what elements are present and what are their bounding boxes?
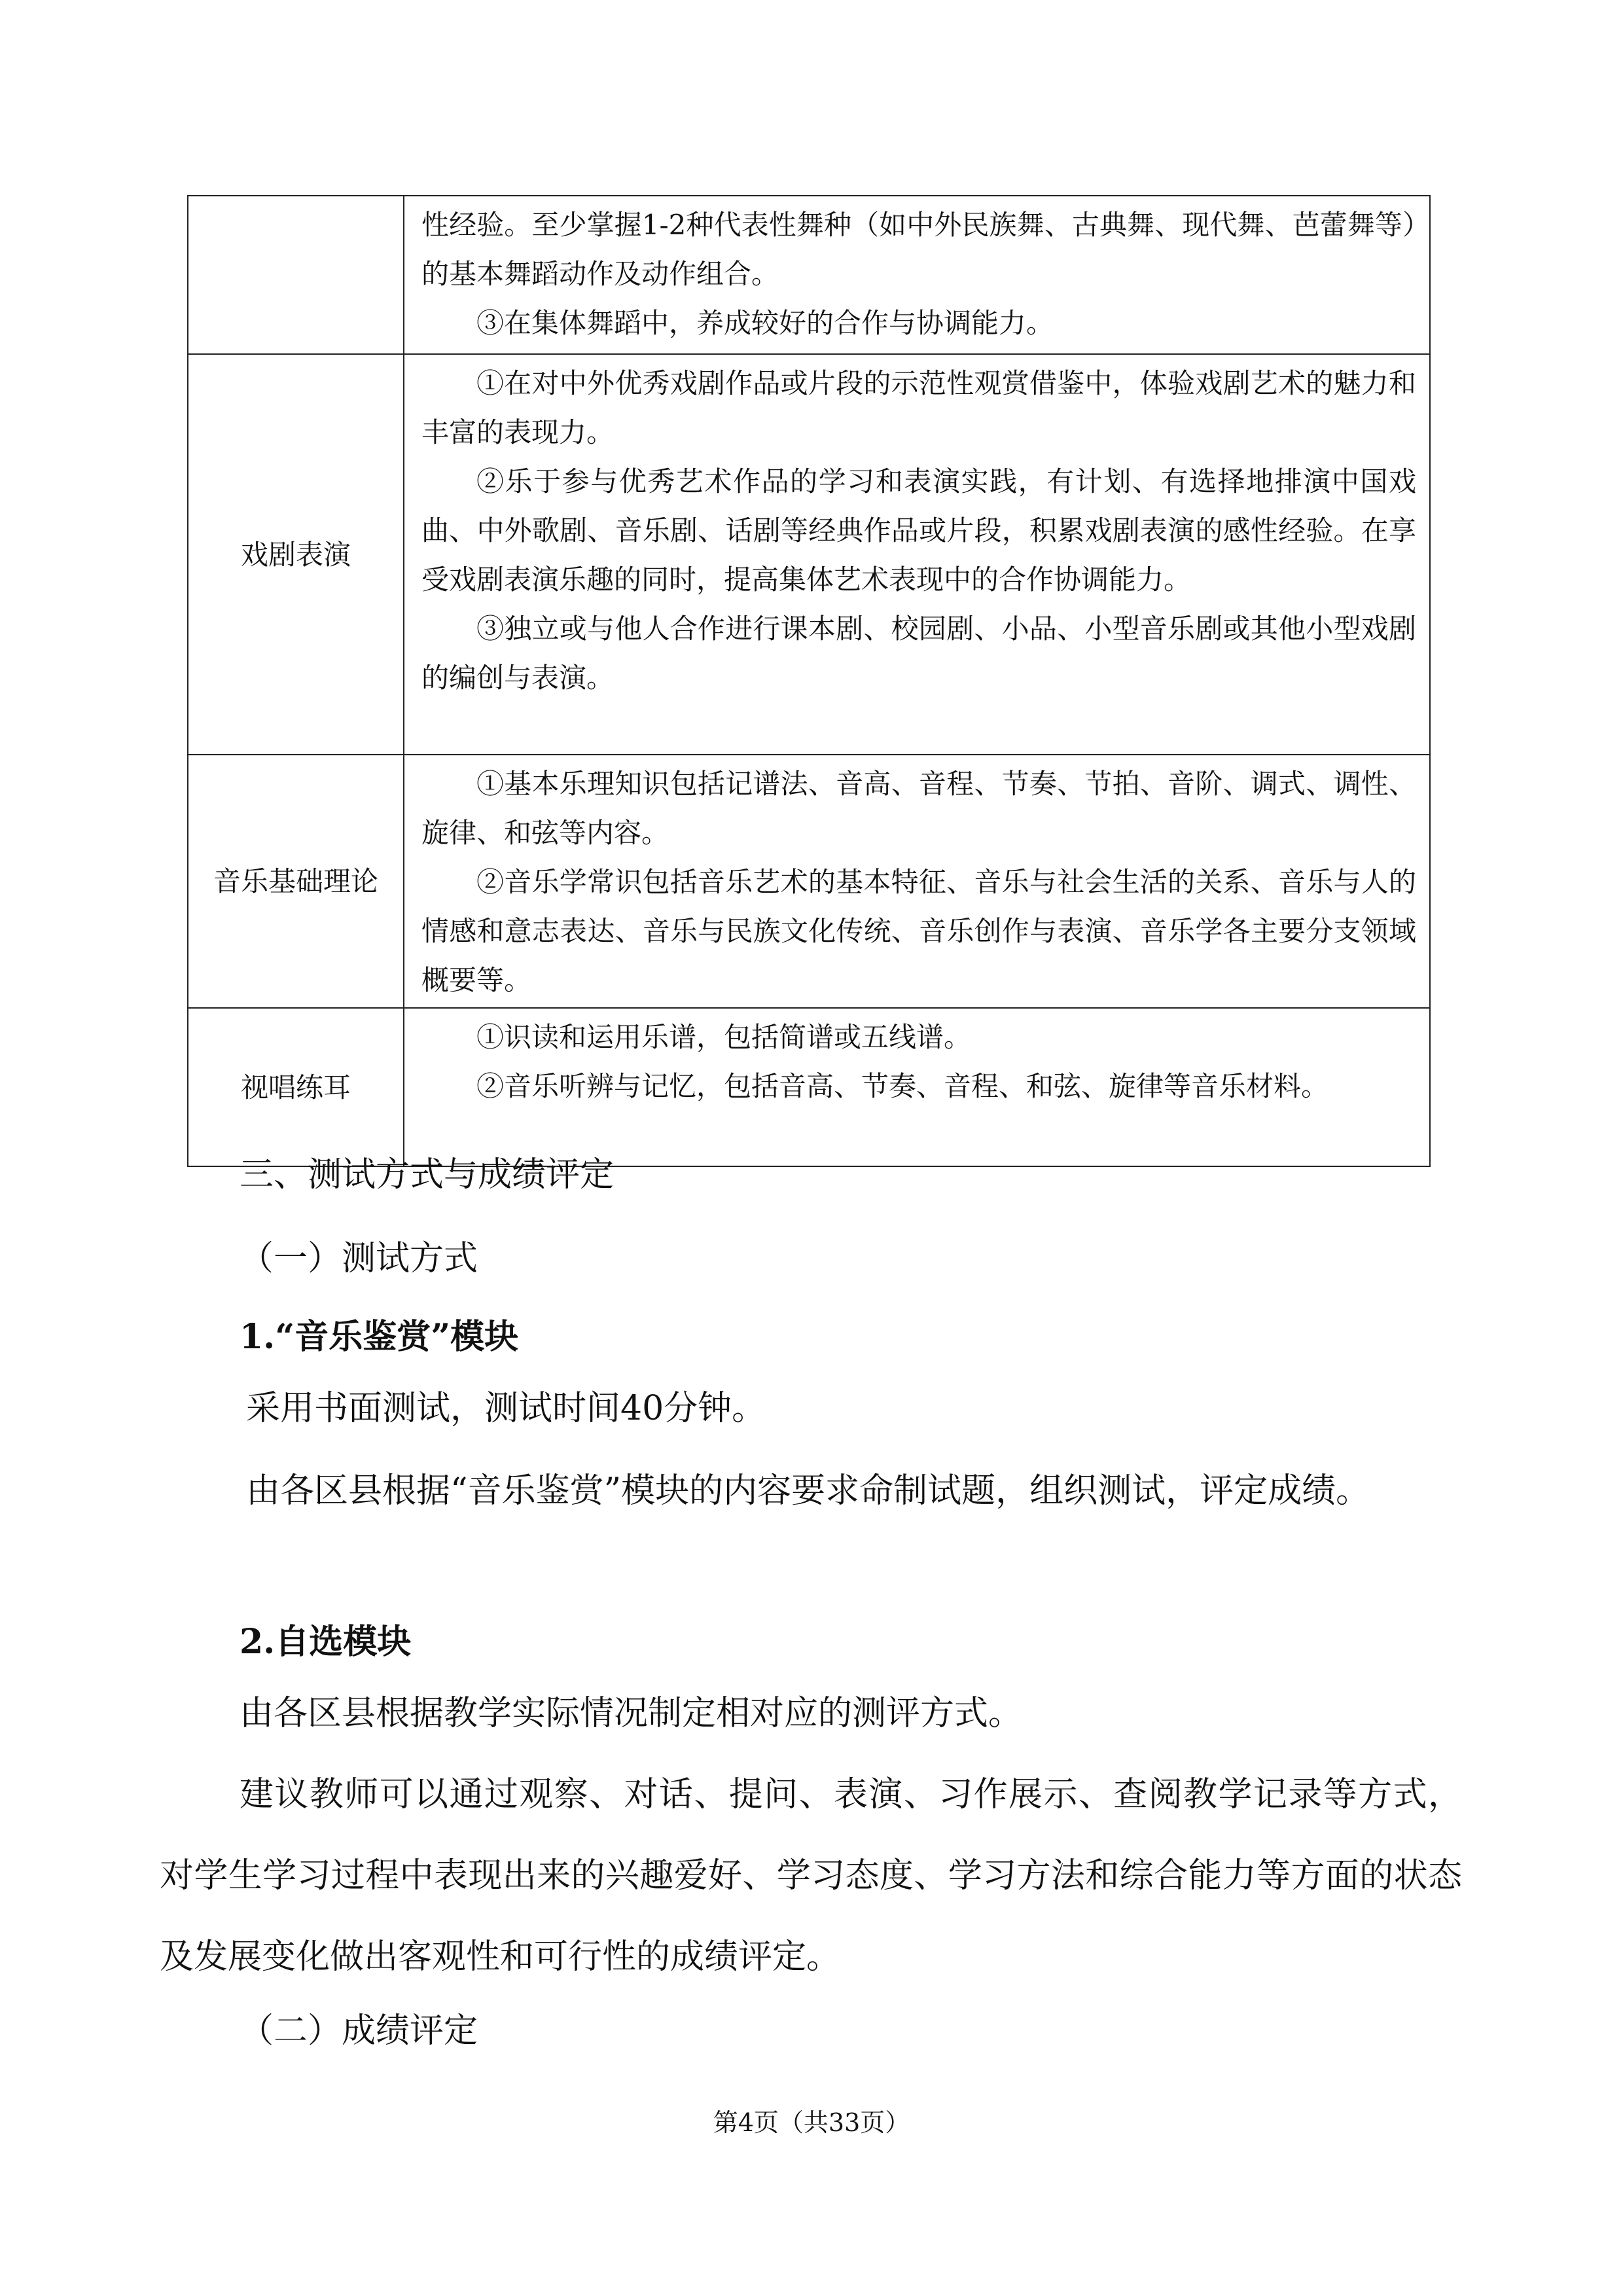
module-name-cell [188, 196, 404, 354]
description-paragraph: ①基本乐理知识包括记谱法、音高、音程、节奏、节拍、音阶、调式、调性、旋律、和弦等内容。 [421, 768, 1416, 849]
description-paragraph: ②乐于参与优秀艺术作品的学习和表演实践，有计划、有选择地排演中国戏曲、中外歌剧、音乐剧、话剧等经典作品或片段，积累戏剧表演的感性经验。在享受戏剧表演乐趣的同时，提高集体艺术表现中的合作协调能力。 [421, 465, 1416, 596]
module-name-cell: 戏剧表演 [188, 354, 404, 755]
module-description-cell [404, 1008, 1430, 1166]
body-paragraph: 采用书面测试，测试时间40分钟。 [246, 1389, 766, 1428]
subsection-title-grading: （二）成绩评定 [240, 2011, 478, 2051]
description-paragraph: ③独立或与他人合作进行课本剧、校园剧、小品、小型音乐剧或其他小型戏剧的编创与表演。 [421, 613, 1416, 694]
table-row [188, 354, 1430, 755]
description-paragraph: ③在集体舞蹈中，养成较好的合作与协调能力。 [476, 307, 1054, 339]
description-paragraph: 性经验。至少掌握1-2种代表性舞种（如中外民族舞、古典舞、现代舞、芭蕾舞等）的基本舞蹈动作及动作组合。 [421, 209, 1416, 290]
module-name-cell: 音乐基础理论 [188, 755, 404, 1008]
item-title-music-appreciation: 1.“音乐鉴赏”模块 [240, 1317, 519, 1357]
table-row [188, 755, 1430, 1008]
description-paragraph: ②音乐学常识包括音乐艺术的基本特征、音乐与社会生活的关系、音乐与人的情感和意志表达、音乐与民族文化传统、音乐创作与表演、音乐学各主要分支领域概要等。 [421, 866, 1416, 996]
description-paragraph: ①识读和运用乐谱，包括简谱或五线谱。 [476, 1021, 972, 1053]
module-name-cell: 视唱练耳 [188, 1008, 404, 1166]
page-number-footer: 第4页（共33页） [713, 2108, 910, 2137]
module-content-table [187, 195, 1431, 1167]
description-paragraph: ②音乐听辨与记忆，包括音高、节奏、音程、和弦、旋律等音乐材料。 [476, 1070, 1329, 1102]
body-paragraph: 由各区县根据教学实际情况制定相对应的测评方式。 [240, 1694, 1023, 1733]
module-description-cell [404, 354, 1430, 755]
description-paragraph: ①在对中外优秀戏剧作品或片段的示范性观赏借鉴中，体验戏剧艺术的魅力和丰富的表现力。 [421, 367, 1416, 448]
section-title: 三、测试方式与成绩评定 [240, 1155, 615, 1194]
body-paragraph: 建议教师可以通过观察、对话、提问、表演、习作展示、查阅教学记录等方式，对学生学习过程中表现出来的兴趣爱好、学习态度、学习方法和综合能力等方面的状态及发展变化做出客观性和可行性的成绩评定。 [160, 1775, 1462, 1977]
item-title-elective-modules: 2.自选模块 [240, 1622, 412, 1662]
module-description-cell [404, 755, 1430, 1008]
table-row [188, 1008, 1430, 1166]
table-row [188, 196, 1430, 354]
body-paragraph: 由各区县根据“音乐鉴赏”模块的内容要求命制试题，组织测试，评定成绩。 [246, 1471, 1370, 1511]
subsection-title-test-method: （一）测试方式 [240, 1239, 478, 1278]
module-description-cell [404, 196, 1430, 354]
